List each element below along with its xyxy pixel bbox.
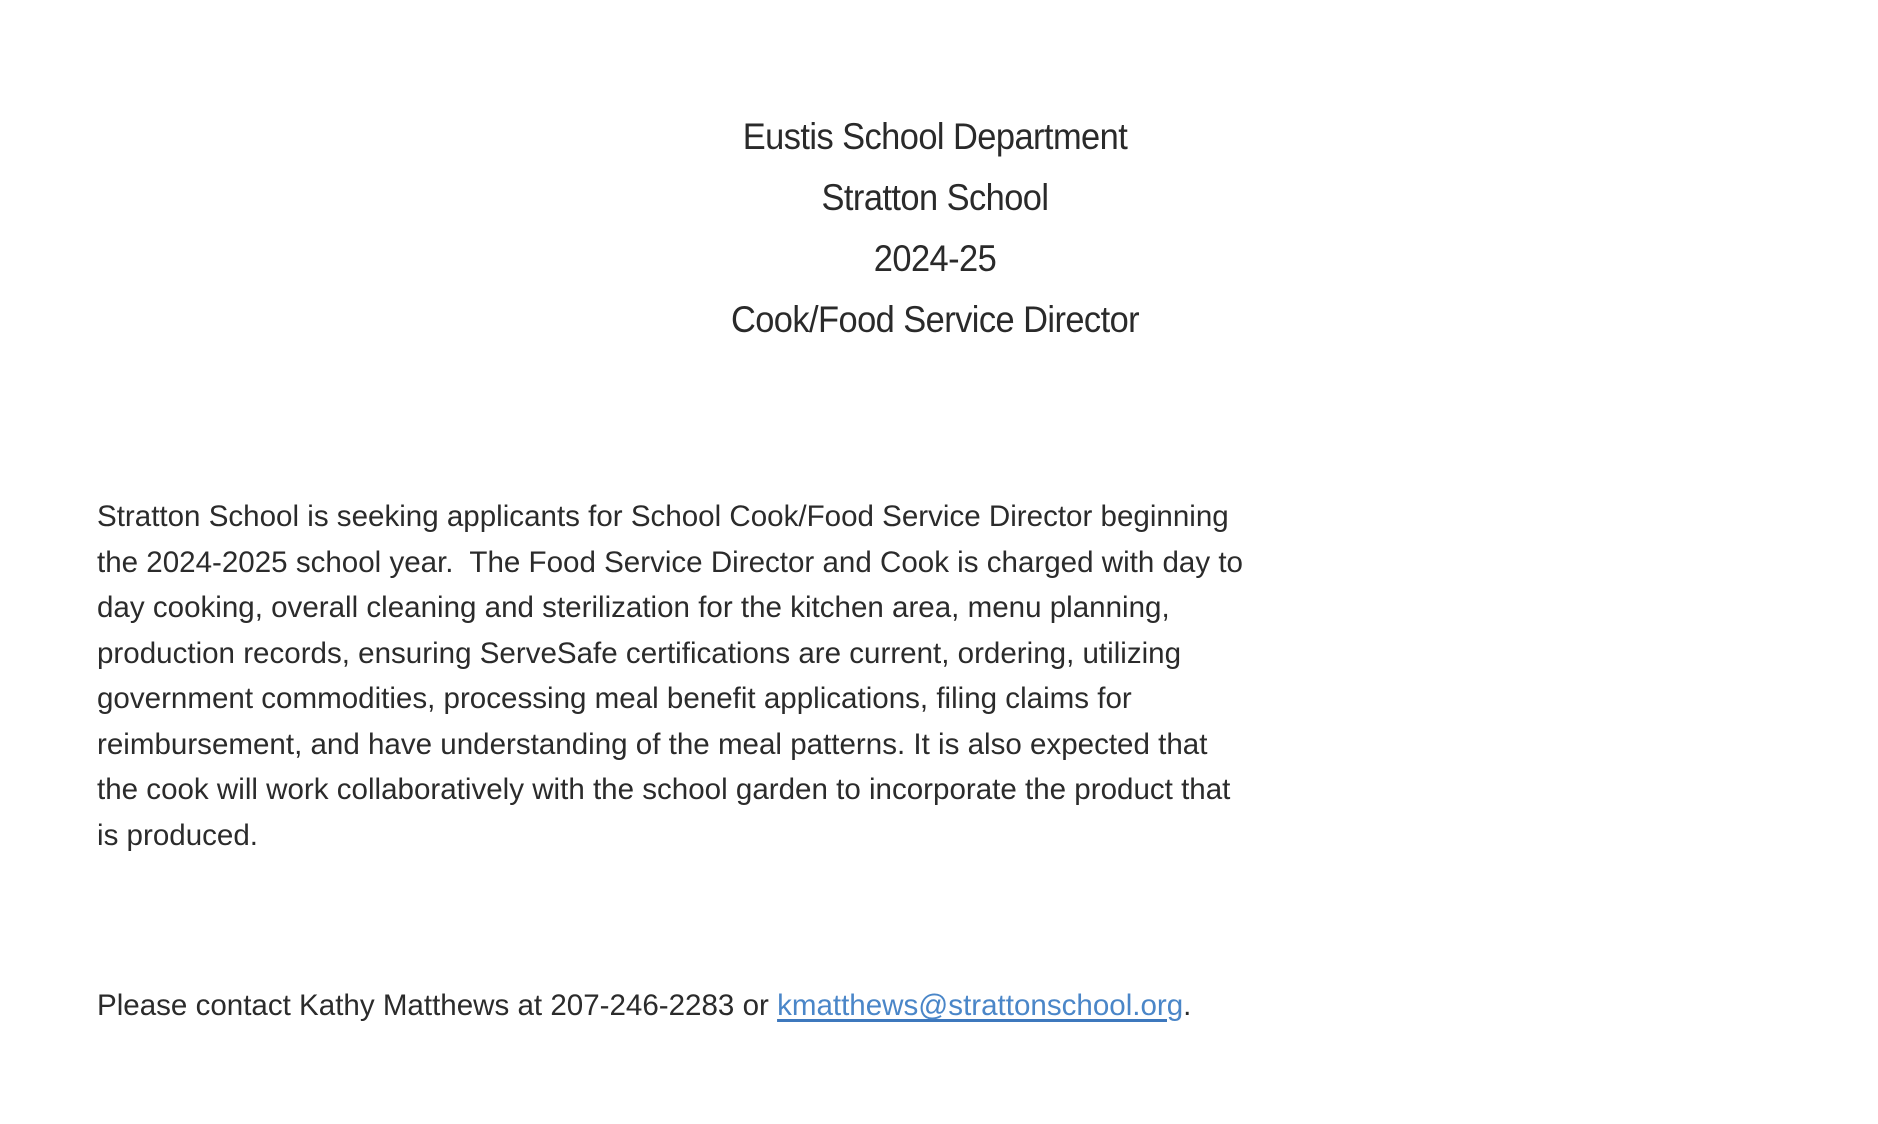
- paragraph-line: reimbursement, and have understanding of the meal patterns. It is also expected that: [97, 727, 1208, 761]
- paragraph-line: government commodities, processing meal benefit applications, filing claims for: [97, 682, 1132, 715]
- email-link[interactable]: kmatthews@strattonschool.org: [777, 989, 1184, 1022]
- contact-text: Please contact Kathy Matthews at 207-246-2283 or: [97, 989, 778, 1022]
- heading-school-year: 2024-25: [873, 238, 997, 279]
- heading-school: Stratton School: [821, 177, 1049, 218]
- heading-position-title: Cook/Food Service Director: [730, 299, 1140, 340]
- heading-organization: Eustis School Department: [742, 116, 1128, 157]
- contact-period: .: [1183, 989, 1192, 1022]
- paragraph-line: day cooking, overall cleaning and sterilization for the kitchen area, menu planning,: [97, 591, 1170, 624]
- paragraph-line: production records, ensuring ServeSafe certifications are current, ordering, utilizing: [97, 636, 1182, 670]
- paragraph-line: the cook will work collaboratively with the school garden to incorporate the product that: [97, 773, 1231, 806]
- contact-line: [97, 988, 1191, 1024]
- paragraph-line: is produced.: [97, 818, 258, 852]
- document-heading: [0, 106, 1870, 350]
- job-description-paragraph: [97, 499, 1260, 863]
- paragraph-line: Stratton School is seeking applicants for School Cook/Food Service Director beginning: [97, 500, 1229, 533]
- paragraph-line: the 2024-2025 school year. The Food Service Director and Cook is charged with day to: [97, 545, 1243, 579]
